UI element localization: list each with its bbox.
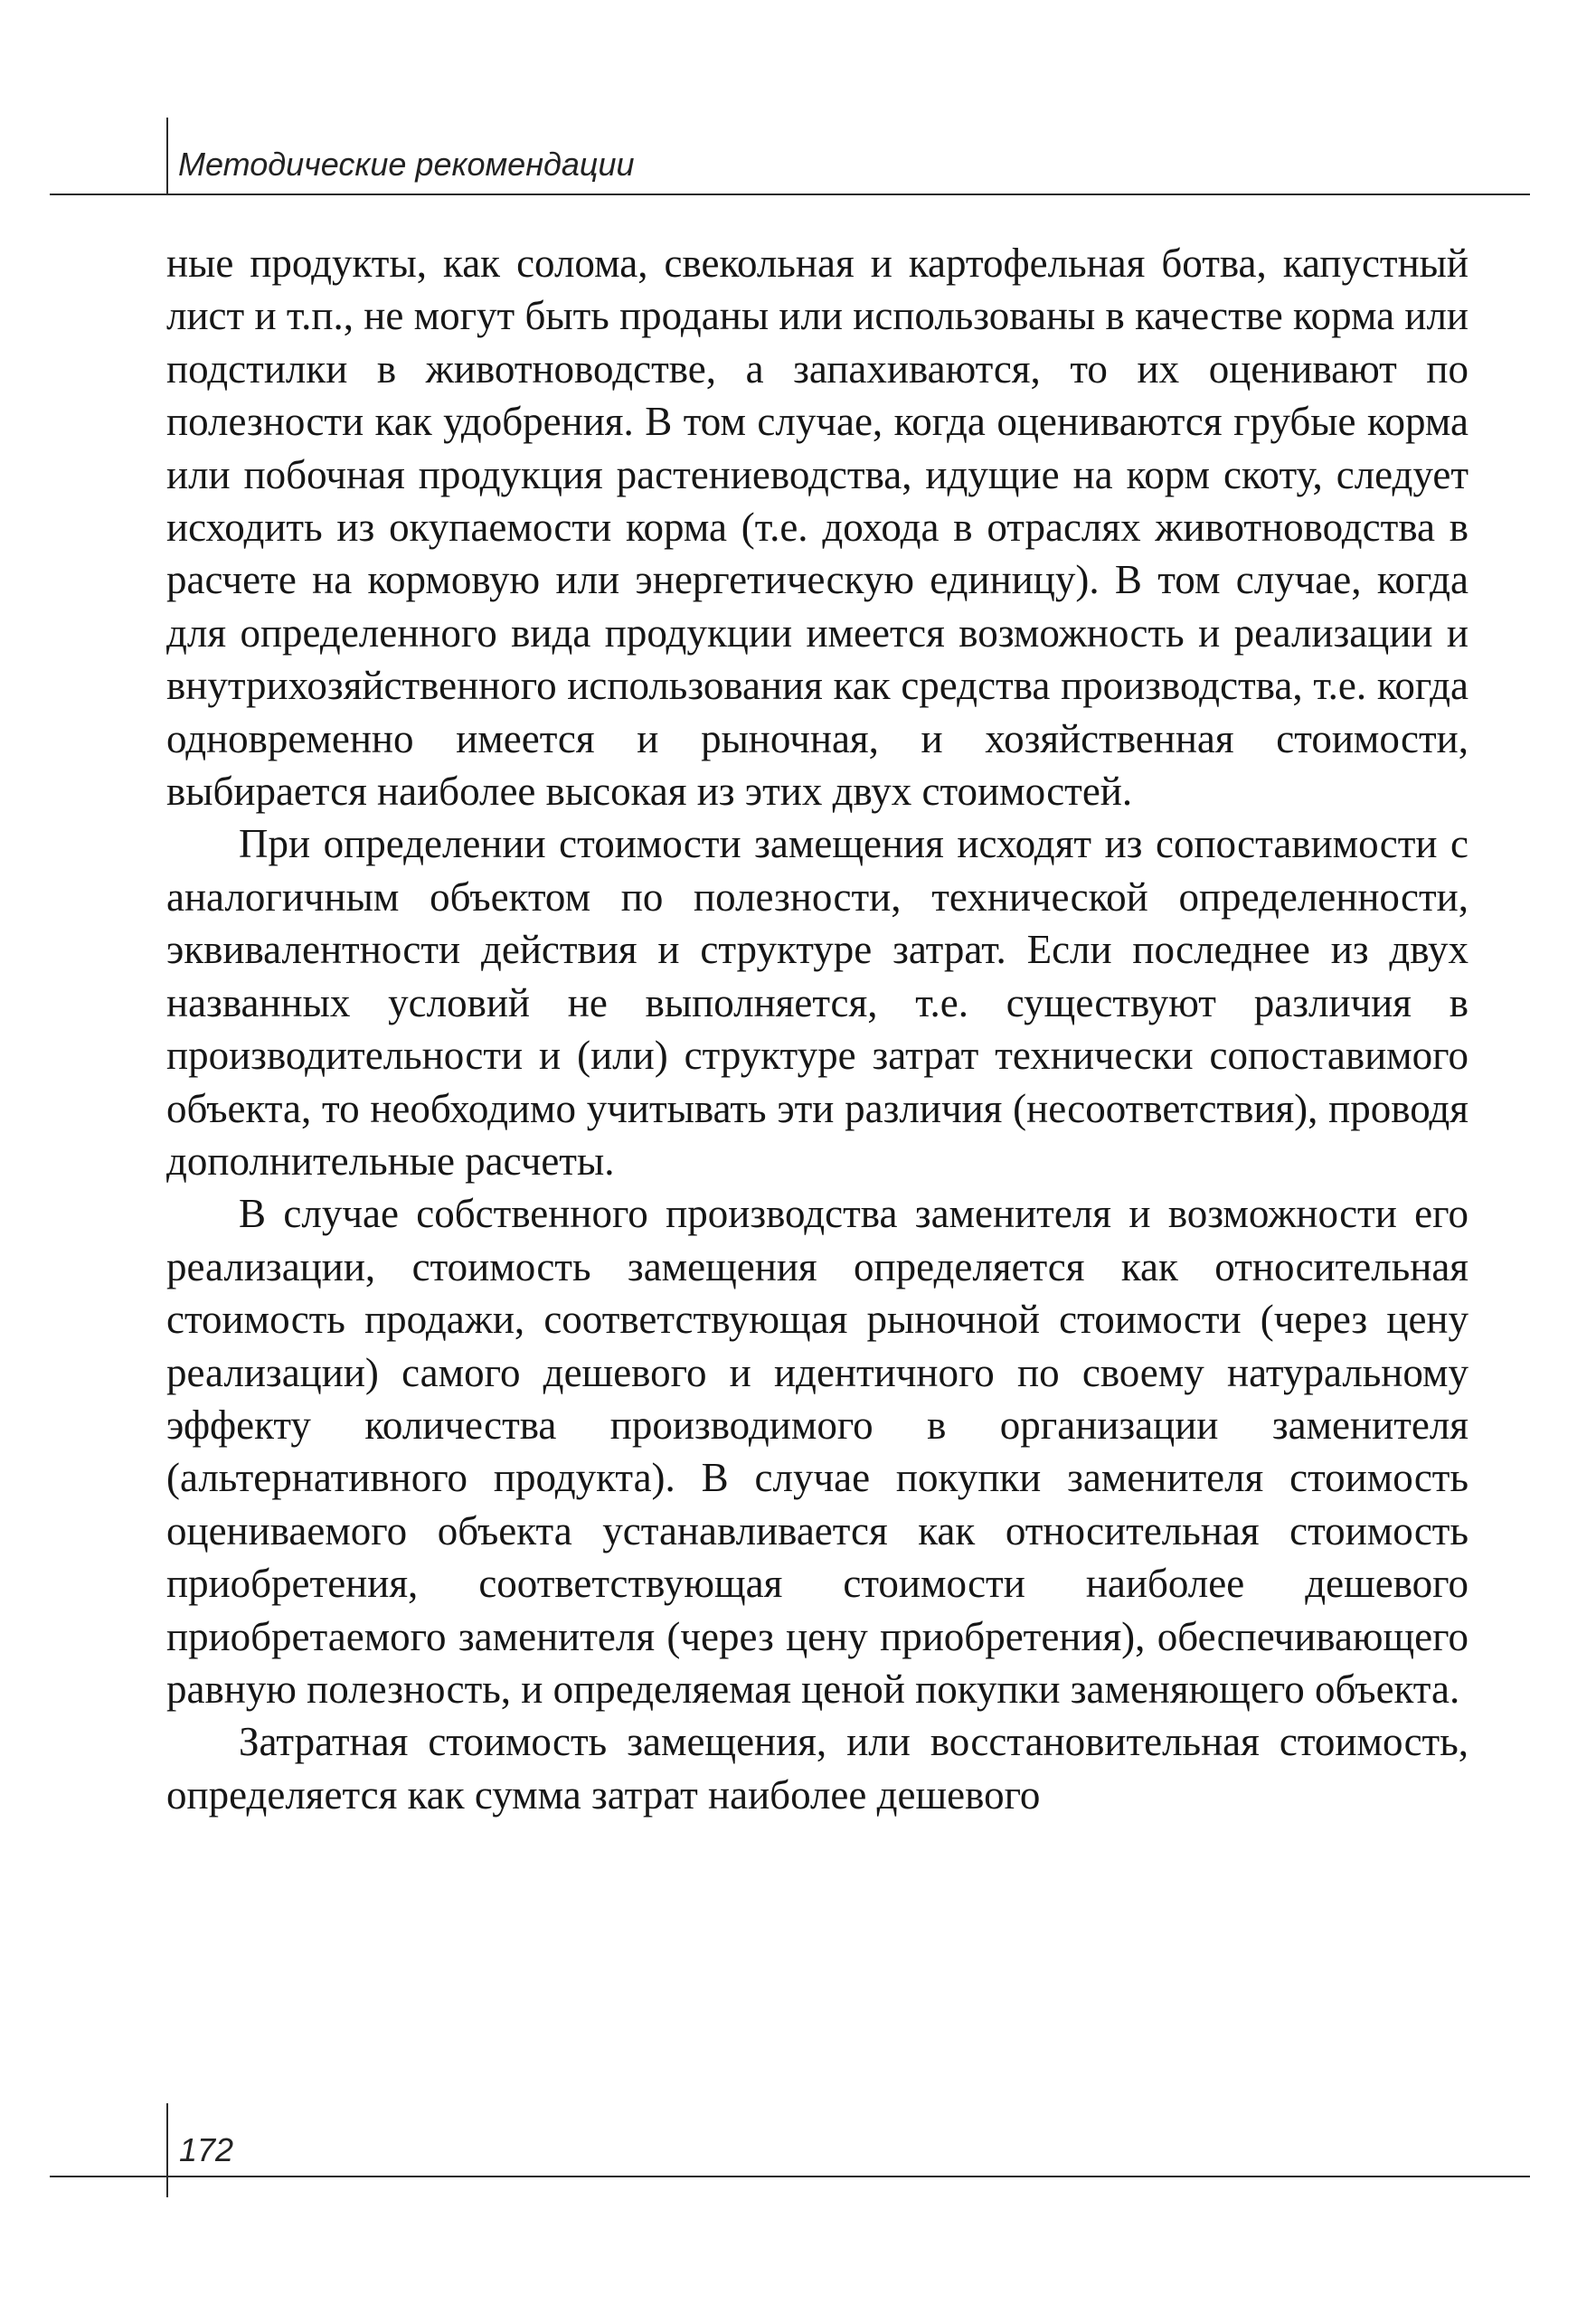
main-text: [166, 237, 1469, 1821]
page-number: 172: [179, 2131, 234, 2168]
paragraph-3: В случае собственного производства заменителя и возможности его реализации, стоимость замещения определяется как относительная стоимость продажи, соответствующая рыночной стоимости (через цену реализации) самого дешевого и идентичного по своему натуральному эффекту количества производимого в организации заменителя (альтернативного продукта). В случае покупки заменителя стоимость оцениваемого объекта устанавливается как относительная стоимость приобретения, соответствующая стоимости наиболее дешевого приобретаемого заменителя (через цену приобретения), обеспечивающего равную полезность, и определяемая ценой покупки заменяющего объекта.: [166, 1191, 1469, 1712]
footer-vertical-rule: [166, 2103, 168, 2197]
paragraph-1: ные продукты, как солома, свекольная и картофельная ботва, капустный лист и т.п., не могут быть проданы или использованы в качестве корма или подстилки в животноводстве, а запахиваются, то их оценивают по полезности как удобрения. В том случае, когда оцениваются грубые корма или побочная продукция растениеводства, идущие на корм скоту, следует исходить из окупаемости корма (т.е. дохода в отраслях животноводства в расчете на кормовую или энергетическую единицу). В том случае, когда для определенного вида продукции имеется возможность и реализации и внутрихозяйственного использования как средства производства, т.е. когда одновременно имеется и рыночная, и хозяйственная стоимости, выбирается наиболее высокая из этих двух стоимостей.: [166, 241, 1469, 815]
header-rule: [50, 194, 1530, 195]
footer-rule: [50, 2176, 1530, 2177]
running-title: Методические рекомендации: [178, 146, 635, 183]
paragraph-4: Затратная стоимость замещения, или восстановительная стоимость, определяется как сумма затрат наиболее дешевого: [166, 1719, 1469, 1818]
header-vertical-rule: [166, 118, 168, 194]
paragraph-2: При определении стоимости замещения исходят из сопоставимости с аналогичным объектом по полезности, технической определенности, эквивалентности действия и структуре затрат. Если последнее из двух названных условий не выполняется, т.е. существуют различия в производительности и (или) структуре затрат технически сопоставимого объекта, то необходимо учитывать эти различия (несоответствия), проводя дополнительные расчеты.: [166, 821, 1469, 1184]
